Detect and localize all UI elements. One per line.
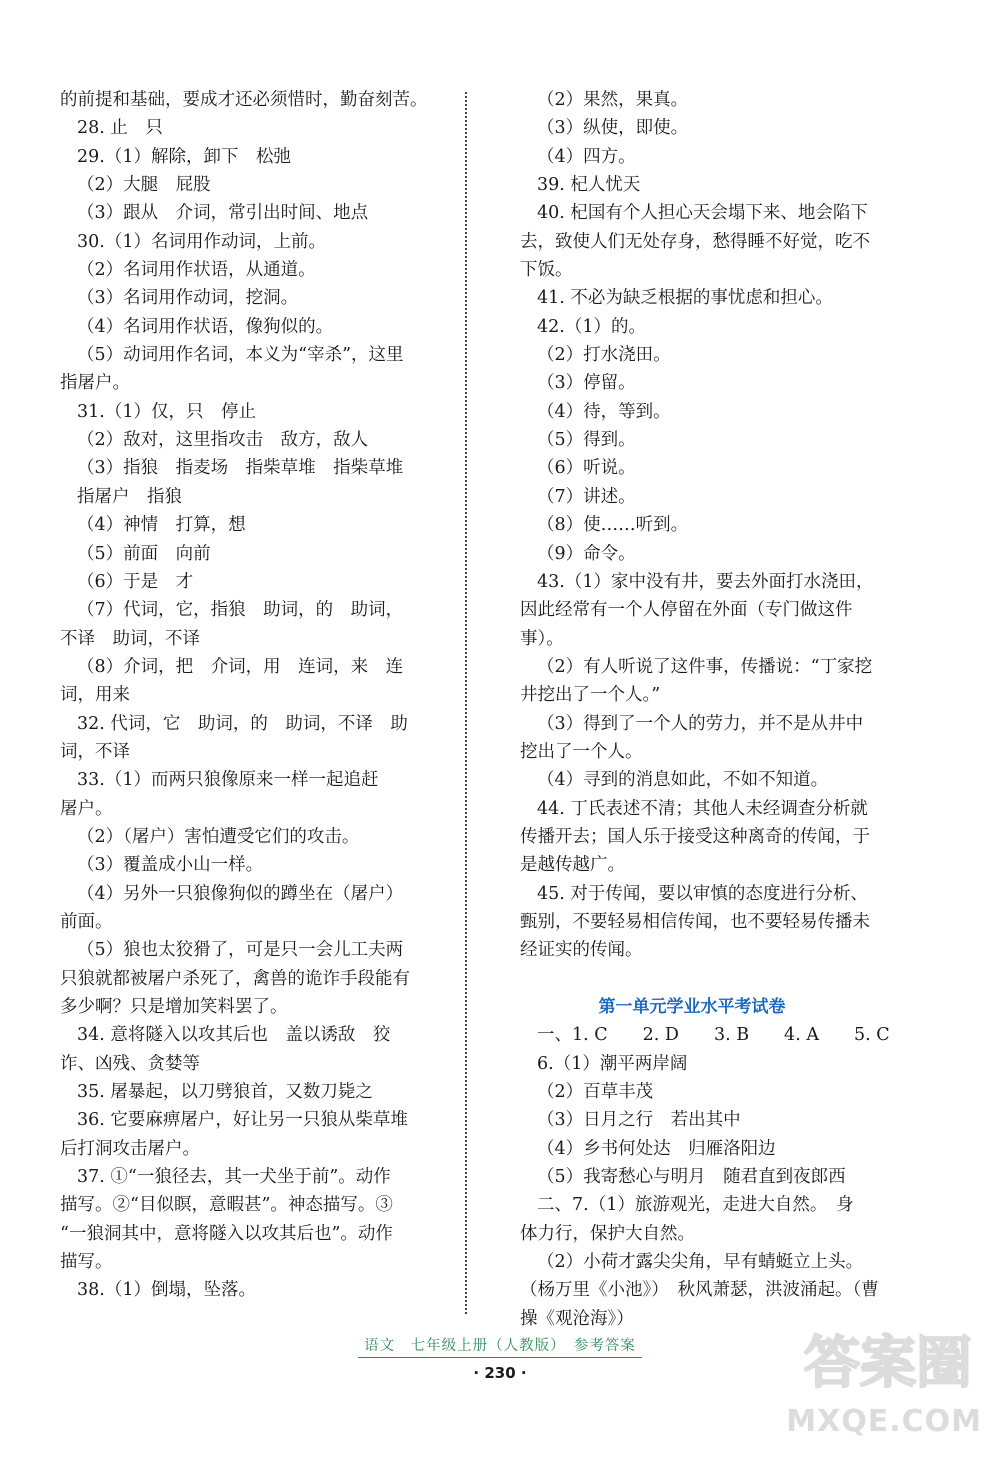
answer-line: （5）我寄愁心与明月 随君直到夜郎西: [537, 1167, 846, 1188]
answer-line: （3）指狼 指麦场 指柴草堆 指柴草堆: [77, 458, 404, 479]
answer-line: 6.（1）潮平两岸阔: [537, 1053, 688, 1074]
answer-line: 28. 止 只: [77, 118, 163, 139]
answer-line: 挖出了一个人。: [520, 741, 643, 762]
left-column: [60, 86, 446, 1305]
answer-line: 35. 屠暴起，以刀劈狼首，又数刀毙之: [77, 1082, 373, 1103]
answer-line: （4）待，等到。: [537, 401, 671, 422]
answer-line: 只狼就都被屠户杀死了，禽兽的诡诈手段能有: [60, 968, 410, 989]
answer-line: 36. 它要麻痹屠户，好让另一只狼从柴草堆: [77, 1110, 408, 1131]
answer-line: 的前提和基础，要成才还必须惜时，勤奋刻苦。: [60, 90, 428, 110]
answer-line: （2）有人听说了这件事，传播说：“丁家挖: [537, 656, 873, 677]
answer-line: 45. 对于传闻，要以审慎的态度进行分析、: [537, 883, 868, 904]
spacer-line: [520, 965, 864, 993]
answer-line: 43.（1）家中没有井，要去外面打水浇田，: [537, 571, 874, 592]
answer-line: 32. 代词，它 助词，的 助词，不译 助: [77, 713, 408, 734]
answer-line: 40. 杞国有个人担心天会塌下来、地会陷下: [537, 203, 868, 224]
answer-line: 不译 助词，不译: [60, 628, 200, 649]
answer-line: （5）动词用作名词，本义为“宰杀”，这里: [77, 345, 404, 366]
answer-line: （3）纵使，即使。: [537, 118, 689, 139]
answer-line: （6）于是 才: [77, 571, 194, 592]
answer-line: （3）跟从 介词，常引出时间、地点: [77, 203, 369, 224]
site-watermark: [772, 1319, 982, 1439]
answer-line: （7）讲述。: [537, 486, 636, 507]
footer-book-title: 语文 七年级上册（人教版） 参考答案: [358, 1334, 642, 1358]
answer-line: 下饭。: [520, 260, 573, 281]
answer-line: （4）乡书何处达 归雁洛阳边: [537, 1138, 776, 1159]
answer-line: 描写。: [60, 1252, 113, 1273]
answer-line: 39. 杞人忧天: [537, 175, 641, 196]
answer-line: 是越传越广。: [520, 855, 625, 876]
answer-line: 事）。: [520, 628, 564, 649]
answer-line: （杨万里《小池》） 秋风萧瑟，洪波涌起。（曹: [520, 1280, 879, 1301]
section-title: 第一单元学业水平考试卷: [598, 997, 786, 1017]
answer-line: （3）停留。: [537, 373, 636, 394]
answer-line: 指屠户。: [60, 373, 130, 394]
answer-line: 体力行，保护大自然。: [520, 1223, 695, 1244]
answer-line: 31.（1）仅，只 停止: [77, 401, 256, 422]
answer-line: 多少啊？只是增加笑料罢了。: [60, 997, 288, 1017]
right-column: [520, 86, 890, 1333]
answer-line: 前面。: [60, 911, 113, 932]
answer-line: （4）另外一只狼像狗似的蹲坐在（屠户）: [77, 883, 404, 904]
answer-line: 描写。②“目似瞑，意暇甚”。神态描写。③: [60, 1195, 393, 1216]
answer-line: 42.（1）的。: [537, 316, 646, 337]
answer-line: （7）代词，它，指狼 助词，的 助词，: [77, 600, 404, 621]
answer-line: 经证实的传闻。: [520, 940, 643, 961]
answer-line: 词，不译: [60, 741, 130, 762]
answer-line: （2）大腿 屁股: [77, 175, 211, 196]
answer-line: （5）前面 向前: [77, 543, 211, 564]
answer-line: 井挖出了一个人。”: [520, 685, 661, 706]
answer-line: 去，致使人们无处存身，愁得睡不好觉，吃不: [520, 231, 870, 252]
answer-line: 37. ①“一狼径去，其一犬坐于前”。动作: [77, 1167, 391, 1188]
answer-line: （8）使……听到。: [537, 515, 689, 536]
page-number: · 230 ·: [473, 1364, 527, 1382]
answer-line: （2）打水浇田。: [537, 345, 671, 366]
answer-line: 甄别，不要轻易相信传闻，也不要轻易传播未: [520, 911, 870, 932]
answer-line: 一、1. C 2. D 3. B 4. A 5. C: [537, 1025, 890, 1046]
answer-line: 传播开去；国人乐于接受这种离奇的传闻，于: [520, 826, 870, 847]
answer-line: 词，用来: [60, 685, 130, 706]
answer-line: （9）命令。: [537, 543, 636, 564]
answer-line: 30.（1）名词用作动词，上前。: [77, 231, 326, 252]
answer-line: （2）（屠户）害怕遭受它们的攻击。: [77, 826, 360, 847]
answer-line: （4）神情 打算，想: [77, 515, 246, 536]
answer-line: 指屠户 指狼: [77, 486, 182, 507]
answer-line: （2）果然，果真。: [537, 90, 689, 110]
answer-line: 33.（1）而两只狼像原来一样一起追赶: [77, 770, 379, 791]
answer-line: （2）小荷才露尖尖角，早有蜻蜓立上头。: [537, 1252, 864, 1273]
answer-line: 41. 不必为缺乏根据的事忧虑和担心。: [537, 288, 833, 309]
answer-line: （2）百草丰茂: [537, 1082, 654, 1103]
answer-line: （8）介词，把 介词，用 连词，来 连: [77, 656, 404, 677]
answer-line: 29.（1）解除，卸下 松弛: [77, 146, 291, 167]
answer-line: （2）敌对，这里指攻击 敌方，敌人: [77, 430, 369, 451]
answer-line: （5）狼也太狡猾了，可是只一会儿工夫两: [77, 940, 404, 961]
column-divider: [465, 92, 467, 1314]
answer-line: （3）日月之行 若出其中: [537, 1110, 741, 1131]
answer-line: 44. 丁氏表述不清；其他人未经调查分析就: [537, 798, 868, 819]
answer-line: 诈、凶残、贪婪等: [60, 1053, 200, 1074]
answer-line: （2）名词用作状语，从通道。: [77, 260, 316, 281]
answer-line: 34. 意将隧入以攻其后也 盖以诱敌 狡: [77, 1025, 391, 1046]
answer-line: 二、7.（1）旅游观光，走进大自然。 身: [537, 1195, 854, 1216]
answer-line: 操《观沧海》）: [520, 1308, 634, 1329]
watermark-logo: 答案圈: [804, 1331, 972, 1396]
answer-line: （4）四方。: [537, 146, 636, 167]
answer-line: （4）名词用作状语，像狗似的。: [77, 316, 334, 337]
answer-line: 38.（1）倒塌，坠落。: [77, 1280, 256, 1301]
answer-line: 后打洞攻击屠户。: [60, 1138, 200, 1159]
watermark-site: MXQE.COM: [786, 1404, 982, 1439]
answer-line: （3）名词用作动词，挖洞。: [77, 288, 299, 309]
answer-line: 屠户。: [60, 798, 113, 819]
answer-line: （3）覆盖成小山一样。: [77, 855, 264, 876]
answer-line: （5）得到。: [537, 430, 636, 451]
answer-line: （3）得到了一个人的劳力，并不是从井中: [537, 713, 864, 734]
answer-line: （6）听说。: [537, 458, 636, 479]
answer-line: （4）寻到的消息如此，不如不知道。: [537, 770, 829, 791]
answer-line: 因此经常有一个人停留在外面（专门做这件: [520, 600, 853, 621]
answer-line: “一狼洞其中，意将隧入以攻其后也”。动作: [60, 1223, 393, 1244]
